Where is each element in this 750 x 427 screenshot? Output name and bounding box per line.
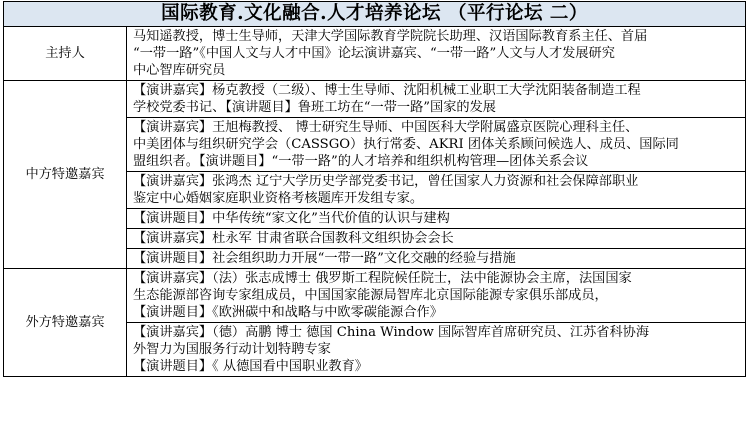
chinese-guests-label: 中方特邀嘉宾: [4, 81, 127, 269]
guest-line: 学校党委书记、【演讲题目】鲁班工坊在“一带一路”国家的发展: [133, 100, 496, 115]
guest-line: 盟组织者。【演讲题目】“一带一路”的人才培养和组织机构管理—团体关系会议: [133, 154, 589, 169]
forum-schedule-table: [3, 1, 746, 377]
foreign-guest-row: [4, 269, 746, 323]
host-label: 主持人: [4, 27, 127, 81]
guest-entry: [127, 209, 746, 229]
forum-table-container: [3, 1, 745, 377]
guest-line: 鉴定中心婚姻家庭职业资格考核题库开发组专家。: [133, 191, 424, 206]
guest-line: 【演讲嘉宾】杨克教授（二级）、博士生导师、沈阳机械工业职工大学沈阳装备制造工程: [133, 83, 641, 98]
guest-line: 【演讲题目】《欧洲碳中和战略与中欧零碳能源合作》: [133, 305, 443, 320]
guest-entry: [127, 81, 746, 118]
guest-line: 外智力为国服务行动计划特聘专家: [133, 342, 331, 357]
guest-entry: [127, 229, 746, 249]
guest-line: 【演讲嘉宾】王旭梅教授、 博士研究生导师、中国医科大学附属盛京医院心理科主任、: [133, 120, 639, 135]
guest-line: 【演讲嘉宾】张鸿杰 辽宁大学历史学部党委书记，曾任国家人力资源和社会保障部职业: [133, 174, 639, 189]
guest-entry: [127, 172, 746, 209]
guest-entry: [127, 249, 746, 269]
guest-line: 【演讲题目】《 从德国看中国职业教育》: [133, 359, 368, 374]
guest-line: 【演讲题目】社会组织助力开展“一带一路”文化交融的经验与措施: [133, 251, 516, 266]
guest-line: 【演讲嘉宾】（德）高鹏 博士 德国 China Window 国际智库首席研究员、江苏省科协海: [133, 325, 650, 340]
guest-line: 中美团体与组织研究学会（CASSGO）执行常委、AKRI 团体关系顾问候选人、成员、国际同: [133, 137, 679, 152]
title-row: [4, 2, 746, 27]
guest-entry: [127, 323, 746, 377]
host-info: [127, 27, 746, 81]
guest-line: 【演讲嘉宾】（法）张志成博士 俄罗斯工程院候任院士，法中能源协会主席，法国国家: [133, 271, 632, 286]
host-line: 马知遥教授，博士生导师，天津大学国际教育学院院长助理、汉语国际教育系主任、首届: [133, 29, 648, 44]
host-row: [4, 27, 746, 81]
guest-line: 生态能源部咨询专家组成员，中国国家能源局智库北京国际能源专家俱乐部成员，: [133, 288, 608, 303]
chinese-guest-row: [4, 81, 746, 118]
forum-title: 国际教育.文化融合.人才培养论坛 （平行论坛 二）: [4, 2, 746, 27]
guest-line: 【演讲题目】中华传统“家文化”当代价值的认识与建构: [133, 211, 450, 226]
host-line: 中心智库研究员: [133, 63, 226, 78]
foreign-guests-label: 外方特邀嘉宾: [4, 269, 127, 377]
guest-entry: [127, 269, 746, 323]
guest-entry: [127, 118, 746, 172]
host-line: “一带一路”《中国人文与人才中国》论坛演讲嘉宾、“一带一路”人文与人才发展研究: [133, 46, 615, 61]
guest-line: 【演讲嘉宾】杜永军 甘肃省联合国教科文组织协会会长: [133, 231, 454, 246]
